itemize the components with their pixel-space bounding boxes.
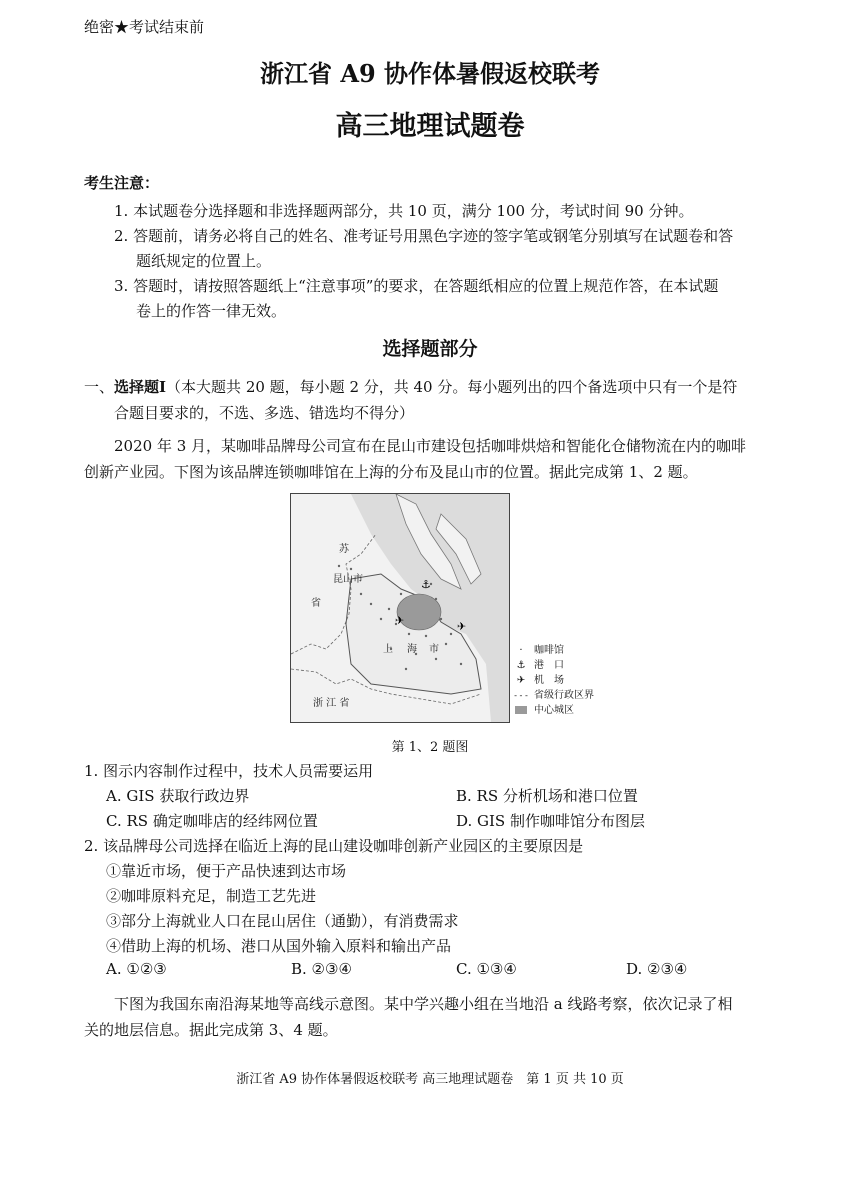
section-title: 选择题部分: [382, 338, 478, 360]
part-instructions-cont: 合题目要求的，不选、多选、错选均不得分）: [114, 404, 415, 422]
shanghai-map: [290, 493, 510, 723]
note-item-1: 1. 本试题卷分选择题和非选择题两部分，共 10 页，满分 100 分，考试时间 90 分钟。: [114, 202, 694, 220]
anchor-icon: ⚓: [516, 660, 526, 671]
part-name: 选择题Ⅰ: [114, 378, 167, 396]
part-instructions: （本大题共 20 题，每小题 2 分，共 40 分。每小题列出的四个备选项中只有一个是符: [166, 378, 738, 396]
question-2-option-b: B. ②③④: [291, 960, 352, 978]
legend-item-urban: [514, 704, 574, 718]
legend-item-port: [514, 659, 564, 673]
legend-label-cafe: 咖啡馆: [534, 645, 564, 656]
question-1-option-d: D. GIS 制作咖啡馆分布图层: [456, 812, 645, 830]
question-1-option-a: A. GIS 获取行政边界: [106, 787, 250, 805]
gray-box-icon: [514, 704, 528, 718]
part-heading: [84, 376, 737, 397]
map-label-zhejiang: 浙 江 省: [313, 698, 350, 709]
page-footer: 浙江省 A9 协作体暑假返校联考 高三地理试题卷 第 1 页 共 10 页: [236, 1072, 624, 1087]
intro2-line-1: 下图为我国东南沿海某地等高线示意图。某中学兴趣小组在当地沿 a 线路考察，依次记录了相: [114, 995, 733, 1013]
note-item-2-cont: 题纸规定的位置上。: [136, 252, 272, 270]
question-2-option-a: A. ①②③: [106, 960, 167, 978]
map-label-shi: 市: [429, 644, 439, 655]
question-2-stem: 2. 该品牌母公司选择在临近上海的昆山建设咖啡创新产业园区的主要原因是: [84, 837, 584, 855]
question-2-statement-3: ③部分上海就业人口在昆山居住（通勤），有消费需求: [106, 912, 459, 930]
question-2-statement-4: ④借助上海的机场、港口从国外输入原料和输出产品: [106, 937, 452, 955]
question-2-statement-1: ①靠近市场，便于产品快速到达市场: [106, 862, 347, 880]
question-1-stem: 1. 图示内容制作过程中，技术人员需要运用: [84, 762, 374, 780]
question-2-option-c: C. ①③④: [456, 960, 517, 978]
dot-icon: ·: [519, 645, 523, 656]
port-icon: ⚓: [421, 578, 431, 591]
intro-line-1: 2020 年 3 月，某咖啡品牌母公司宣布在昆山市建设包括咖啡烘焙和智能化仓储物流在内的咖啡: [114, 437, 747, 455]
notes-heading: 考生注意：: [84, 174, 160, 192]
exam-subtitle: 高三地理试题卷: [335, 111, 525, 142]
legend-item-boundary: [514, 689, 594, 703]
figure-caption: 第 1、2 题图: [391, 740, 469, 755]
legend-item-airport: [514, 674, 564, 688]
intro2-line-2: 关的地层信息。据此完成第 3、4 题。: [84, 1021, 338, 1039]
airport-icon-west: ✈: [395, 614, 405, 627]
intro-line-2: 创新产业园。下图为该品牌连锁咖啡馆在上海的分布及昆山市的位置。据此完成第 1、2 题。: [84, 463, 698, 481]
map-label-su: 苏: [339, 544, 349, 555]
airplane-icon: ✈: [516, 675, 526, 686]
note-item-3: 3. 答题时，请按照答题纸上“注意事项”的要求，在答题纸相应的位置上规范作答，在本试题: [114, 277, 719, 295]
map-label-sheng: 省: [311, 598, 321, 609]
question-1-option-c: C. RS 确定咖啡店的经纬网位置: [106, 812, 318, 830]
part-prefix: 一、: [84, 378, 115, 396]
note-item-3-cont: 卷上的作答一律无效。: [136, 302, 287, 320]
map-label-hai: 海: [407, 644, 417, 655]
legend-label-urban: 中心城区: [534, 705, 574, 716]
note-item-2: 2. 答题前，请务必将自己的姓名、准考证号用黑色字迹的签字笔或钢笔分别填写在试题卷和答: [114, 227, 734, 245]
airport-icon-east: ✈: [457, 620, 467, 633]
question-2-statement-2: ②咖啡原料充足，制造工艺先进: [106, 887, 317, 905]
legend-label-boundary: 省级行政区界: [534, 690, 594, 701]
map-label-shang: 上: [383, 644, 393, 655]
legend-item-cafe: [514, 644, 564, 658]
confidential-mark: 绝密★考试结束前: [84, 18, 205, 36]
dashed-line-icon: - - -: [514, 691, 528, 700]
question-2-option-d: D. ②③④: [626, 960, 688, 978]
map-label-kunshan: 昆山市: [333, 574, 363, 585]
legend-label-port: 港 口: [534, 660, 564, 671]
question-1-option-b: B. RS 分析机场和港口位置: [456, 787, 638, 805]
map-graphic: [291, 494, 509, 722]
exam-title: 浙江省 A9 协作体暑假返校联考: [259, 59, 601, 88]
legend-label-airport: 机 场: [534, 675, 564, 686]
